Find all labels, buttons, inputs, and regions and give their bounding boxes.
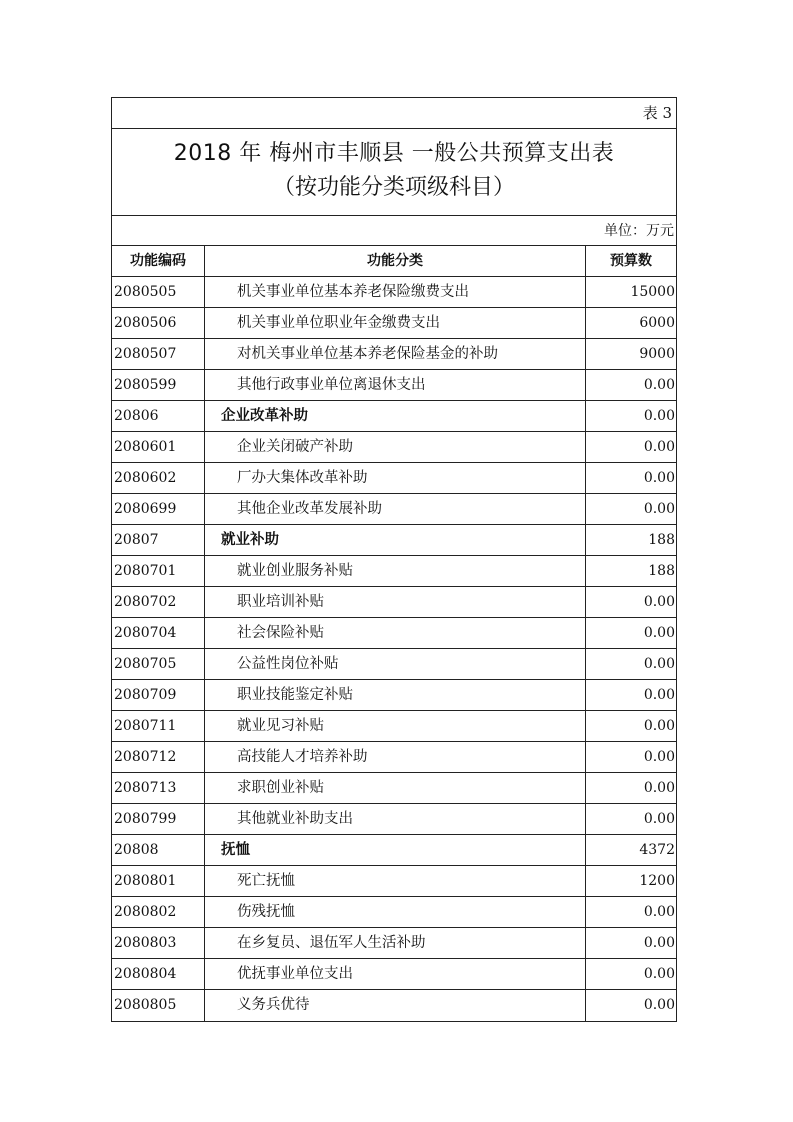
- table-row: [112, 556, 676, 587]
- page-title: [112, 129, 676, 216]
- row-amount: 0.00: [643, 439, 675, 455]
- row-item-name: 就业创业服务补贴: [205, 556, 586, 586]
- column-header-code: 功能编码: [112, 246, 205, 276]
- table-row: [112, 804, 676, 835]
- row-amount: 0.00: [643, 625, 675, 641]
- table-row: [112, 370, 676, 401]
- row-item-name: 死亡抚恤: [205, 866, 586, 896]
- row-code: 2080802: [112, 897, 205, 927]
- table-row: [112, 401, 676, 432]
- title-line-1: 2018 年 梅州市丰顺县 一般公共预算支出表: [173, 141, 615, 166]
- row-code: 2080601: [112, 432, 205, 462]
- row-code: 2080805: [112, 990, 205, 1021]
- row-amount: 0.00: [643, 935, 675, 951]
- row-item-name: 机关事业单位基本养老保险缴费支出: [205, 277, 586, 307]
- row-code: 2080804: [112, 959, 205, 989]
- table-row: [112, 711, 676, 742]
- row-amount: 4372: [639, 842, 675, 858]
- row-code: 20808: [112, 835, 205, 865]
- row-code: 2080801: [112, 866, 205, 896]
- row-item-name: 社会保险补贴: [205, 618, 586, 648]
- title-line-2: （按功能分类项级科目）: [272, 175, 515, 200]
- table-row: [112, 897, 676, 928]
- row-amount: 15000: [630, 284, 675, 300]
- row-amount: 0.00: [643, 780, 675, 796]
- row-item-name: 公益性岗位补贴: [205, 649, 586, 679]
- row-amount: 0.00: [643, 997, 675, 1013]
- row-amount: 0.00: [643, 377, 675, 393]
- table-row: [112, 990, 676, 1021]
- row-code: 2080711: [112, 711, 205, 741]
- row-category-name: 企业改革补助: [205, 401, 586, 431]
- row-category-name: 抚恤: [205, 835, 586, 865]
- row-category-name: 就业补助: [205, 525, 586, 555]
- row-item-name: 在乡复员、退伍军人生活补助: [205, 928, 586, 958]
- row-item-name: 其他就业补助支出: [205, 804, 586, 834]
- row-code: 2080712: [112, 742, 205, 772]
- table-row: [112, 680, 676, 711]
- row-amount: 0.00: [643, 656, 675, 672]
- budget-table-sheet: [111, 97, 677, 1022]
- table-row: [112, 339, 676, 370]
- row-amount: 0.00: [643, 811, 675, 827]
- row-code: 2080599: [112, 370, 205, 400]
- column-header-name: 功能分类: [205, 246, 586, 276]
- row-amount: 0.00: [643, 966, 675, 982]
- row-item-name: 机关事业单位职业年金缴费支出: [205, 308, 586, 338]
- row-amount: 1200: [639, 873, 675, 889]
- table-label: 表 3: [112, 98, 676, 129]
- row-code: 2080505: [112, 277, 205, 307]
- row-item-name: 对机关事业单位基本养老保险基金的补助: [205, 339, 586, 369]
- column-header-amount: 预算数: [610, 253, 652, 269]
- row-item-name: 就业见习补贴: [205, 711, 586, 741]
- row-amount: 0.00: [643, 501, 675, 517]
- row-amount: 0.00: [643, 687, 675, 703]
- row-item-name: 高技能人才培养补助: [205, 742, 586, 772]
- row-amount: 0.00: [643, 594, 675, 610]
- row-amount: 0.00: [643, 408, 675, 424]
- row-code: 2080799: [112, 804, 205, 834]
- table-row: [112, 866, 676, 897]
- table-row: [112, 928, 676, 959]
- table-row: [112, 463, 676, 494]
- row-item-name: 其他行政事业单位离退休支出: [205, 370, 586, 400]
- row-item-name: 职业培训补贴: [205, 587, 586, 617]
- row-code: 2080701: [112, 556, 205, 586]
- row-item-name: 求职创业补贴: [205, 773, 586, 803]
- table-header: [112, 246, 676, 277]
- table-row: [112, 649, 676, 680]
- table-row: [112, 308, 676, 339]
- row-code: 2080699: [112, 494, 205, 524]
- row-code: 2080702: [112, 587, 205, 617]
- table-row: [112, 618, 676, 649]
- row-item-name: 优抚事业单位支出: [205, 959, 586, 989]
- table-row: [112, 587, 676, 618]
- row-item-name: 伤残抚恤: [205, 897, 586, 927]
- table-row: [112, 835, 676, 866]
- row-amount: 0.00: [643, 904, 675, 920]
- row-item-name: 职业技能鉴定补贴: [205, 680, 586, 710]
- row-code: 20806: [112, 401, 205, 431]
- row-code: 20807: [112, 525, 205, 555]
- row-amount: 9000: [639, 346, 675, 362]
- row-item-name: 企业关闭破产补助: [205, 432, 586, 462]
- row-amount: 0.00: [643, 718, 675, 734]
- row-item-name: 厂办大集体改革补助: [205, 463, 586, 493]
- table-row: [112, 432, 676, 463]
- table-row: [112, 959, 676, 990]
- row-amount: 0.00: [643, 470, 675, 486]
- table-row: [112, 525, 676, 556]
- row-code: 2080704: [112, 618, 205, 648]
- row-code: 2080602: [112, 463, 205, 493]
- row-code: 2080705: [112, 649, 205, 679]
- table-body: [112, 277, 676, 1021]
- row-code: 2080713: [112, 773, 205, 803]
- table-row: [112, 494, 676, 525]
- table-row: [112, 773, 676, 804]
- table-row: [112, 277, 676, 308]
- row-amount: 0.00: [643, 749, 675, 765]
- row-item-name: 其他企业改革发展补助: [205, 494, 586, 524]
- row-code: 2080709: [112, 680, 205, 710]
- row-code: 2080507: [112, 339, 205, 369]
- row-code: 2080803: [112, 928, 205, 958]
- table-row: [112, 742, 676, 773]
- row-item-name: 义务兵优待: [205, 990, 586, 1021]
- row-amount: 188: [648, 532, 675, 548]
- row-code: 2080506: [112, 308, 205, 338]
- row-amount: 6000: [639, 315, 675, 331]
- row-amount: 188: [648, 563, 675, 579]
- unit-label: 单位：万元: [112, 216, 676, 246]
